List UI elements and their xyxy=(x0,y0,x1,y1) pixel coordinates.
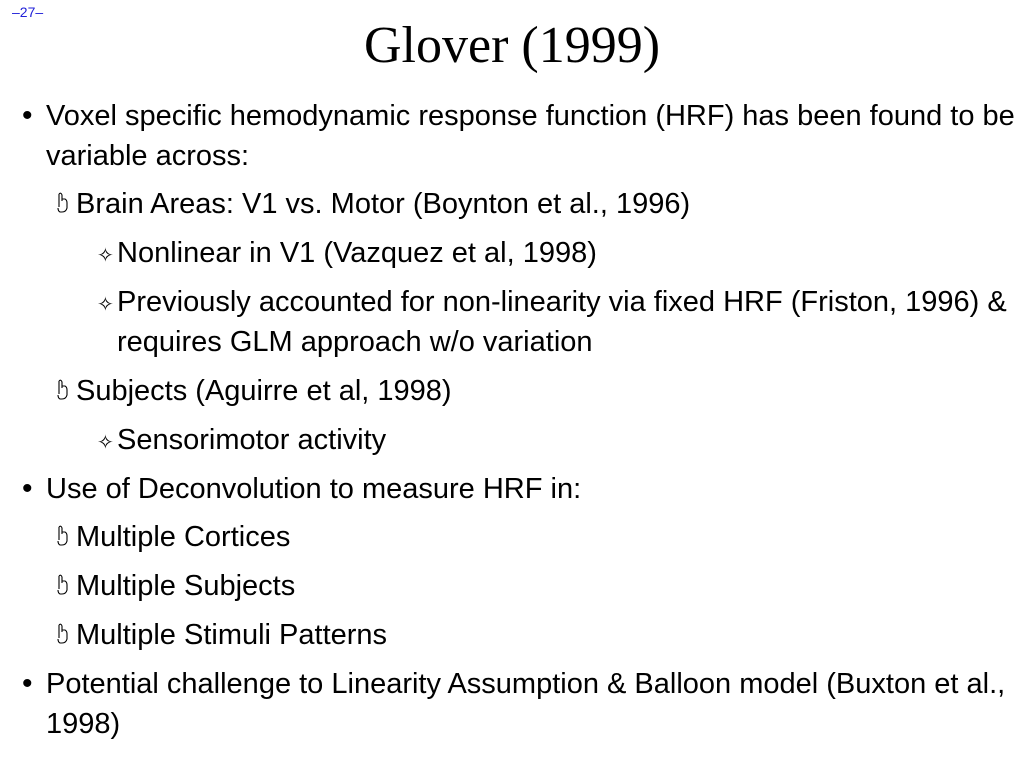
bullet-text: Voxel specific hemodynamic response function (HRF) has been found to be variable across: xyxy=(46,100,1015,172)
bullet-item xyxy=(0,96,1024,176)
bullet-item xyxy=(0,469,1024,509)
bullet-text: Multiple Cortices xyxy=(76,521,291,553)
bullet-text: Previously accounted for non-linearity via fixed HRF (Friston, 1996) & requires GLM approach w/o variation xyxy=(117,286,1007,358)
bullet-dot-icon: • xyxy=(22,667,33,700)
four-point-star-icon: ✧ xyxy=(97,294,114,316)
bullet-text: Subjects (Aguirre et al, 1998) xyxy=(76,375,452,407)
bullet-list xyxy=(0,96,1024,752)
sub-bullet-item xyxy=(0,517,1024,557)
pointing-hand-icon xyxy=(55,191,69,215)
sub-bullet-item xyxy=(0,371,1024,411)
bullet-dot-icon: • xyxy=(22,99,33,132)
sub-bullet-item xyxy=(0,184,1024,224)
pointing-hand-icon xyxy=(55,573,69,597)
bullet-text: Use of Deconvolution to measure HRF in: xyxy=(46,473,582,505)
pointing-hand-icon xyxy=(55,524,69,548)
four-point-star-icon: ✧ xyxy=(97,245,114,267)
bullet-text: Multiple Stimuli Patterns xyxy=(76,619,388,651)
sub-sub-bullet-item xyxy=(0,420,1024,460)
four-point-star-icon: ✧ xyxy=(97,432,114,454)
bullet-text: Nonlinear in V1 (Vazquez et al, 1998) xyxy=(117,237,597,269)
pointing-hand-icon xyxy=(55,378,69,402)
sub-bullet-item xyxy=(0,615,1024,655)
sub-bullet-item xyxy=(0,566,1024,606)
bullet-text: Potential challenge to Linearity Assumption & Balloon model (Buxton et al., 1998) xyxy=(46,668,1006,740)
slide-title: Glover (1999) xyxy=(363,17,661,74)
page-number: –27– xyxy=(12,4,44,20)
sub-sub-bullet-item xyxy=(0,233,1024,273)
bullet-item xyxy=(0,664,1024,744)
sub-sub-bullet-item xyxy=(0,282,1024,362)
bullet-text: Sensorimotor activity xyxy=(117,424,387,456)
pointing-hand-icon xyxy=(55,622,69,646)
bullet-text: Brain Areas: V1 vs. Motor (Boynton et al., 1996) xyxy=(76,188,691,220)
bullet-text: Multiple Subjects xyxy=(76,570,296,602)
bullet-dot-icon: • xyxy=(22,472,33,505)
